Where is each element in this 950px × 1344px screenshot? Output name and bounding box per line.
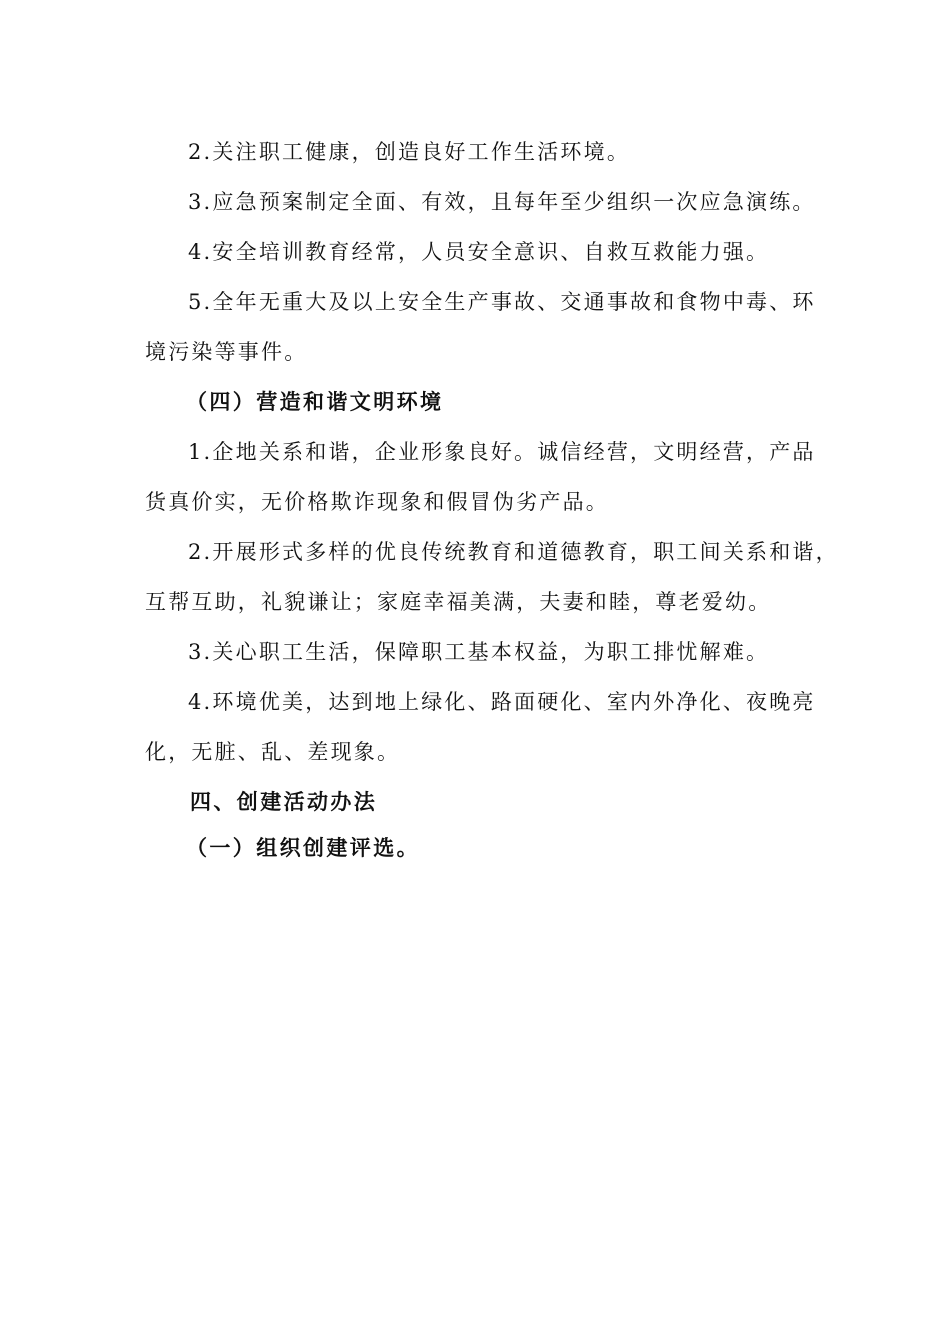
paragraph-safety-item-2: 2.关注职工健康，创造良好工作生活环境。 <box>188 140 631 164</box>
paragraph-environment-item-1-line-1: 1.企地关系和谐，企业形象良好。诚信经营，文明经营，产品 <box>188 440 816 464</box>
section-heading-activity-methods: 四、创建活动办法 <box>190 789 378 814</box>
paragraph-environment-item-2-line-1: 2.开展形式多样的优良传统教育和道德教育，职工间关系和谐， <box>188 540 839 564</box>
paragraph-safety-item-5-line-2: 境污染等事件。 <box>145 340 308 364</box>
paragraph-environment-item-4-line-2: 化，无脏、乱、差现象。 <box>145 740 401 764</box>
paragraph-environment-item-1-line-2: 货真价实，无价格欺诈现象和假冒伪劣产品。 <box>145 490 609 514</box>
paragraph-environment-item-2-line-2: 互帮互助，礼貌谦让；家庭幸福美满，夫妻和睦，尊老爱幼。 <box>145 590 772 614</box>
paragraph-environment-item-4-line-1: 4.环境优美，达到地上绿化、路面硬化、室内外净化、夜晚亮 <box>188 690 816 714</box>
subsection-heading-organize-selection: （一）组织创建评选。 <box>186 835 420 860</box>
paragraph-safety-item-3: 3.应急预案制定全面、有效，且每年至少组织一次应急演练。 <box>188 190 816 214</box>
paragraph-environment-item-3: 3.关心职工生活，保障职工基本权益，为职工排忧解难。 <box>188 640 770 664</box>
paragraph-safety-item-4: 4.安全培训教育经常，人员安全意识、自救互救能力强。 <box>188 240 770 264</box>
section-heading-harmonious-environment: （四）营造和谐文明环境 <box>186 389 444 414</box>
paragraph-safety-item-5-line-1: 5.全年无重大及以上安全生产事故、交通事故和食物中毒、环 <box>188 290 816 314</box>
